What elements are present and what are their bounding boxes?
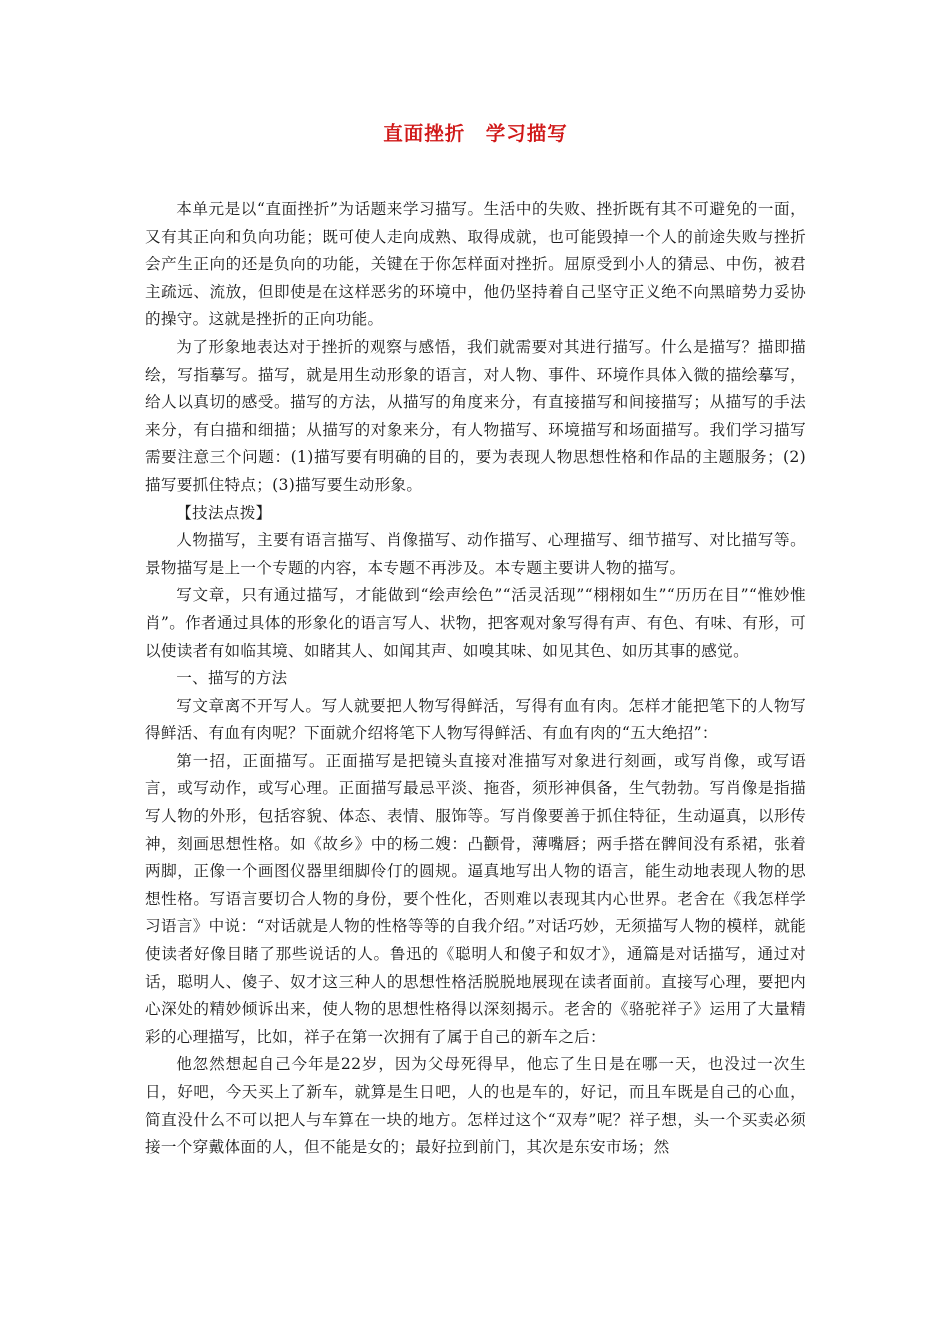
section-heading-methods: 一、描写的方法 <box>176 669 288 688</box>
section-heading-tips: 【技法点拨】 <box>176 503 272 522</box>
paragraph-definition: 为了形象地表达对于挫折的观察与感悟，我们就需要对其进行描写。什么是描写？描即描绘，写指摹写。描写，就是用生动形象的语言，对人物、事件、环境作具体入微的描绘摹写，给人以真切的感受。描写的方法，从描写的角度来分，有直接描写和间接描写；从描写的手法来分，有白描和细描；从描写的对象来分，有人物描写、环境描写和场面描写。我们学习描写需要注意三个问题：(1)描写要有明确的目的，要为表现人物思想性格和作品的主题服务；(2)描写要抓住特点；(3)描写要生动形象。 <box>145 337 806 494</box>
paragraph-quote-luotuo-xiangzi: 他忽然想起自己今年是22岁，因为父母死得早，他忘了生日是在哪一天，也没过一次生日，好吧，今天买上了新车，就算是生日吧，人的也是车的，好记，而且车既是自己的心血，简直没什么不可以把人与车算在一块的地方。怎样过这个“双寿”呢？祥子想，头一个买卖必须接一个穿戴体面的人，但不能是女的；最好拉到前门，其次是东安市场；然 <box>145 1055 806 1157</box>
paragraph-writing-people: 写文章离不开写人。写人就要把人物写得鲜活，写得有血有肉。怎样才能把笔下的人物写得鲜活、有血有肉呢？下面就介绍将笔下人物写得鲜活、有血有肉的“五大绝招”： <box>145 696 806 743</box>
paragraph-intro: 本单元是以“直面挫折”为话题来学习描写。生活中的失败、挫折既有其不可避免的一面，又有其正向和负向功能；既可使人走向成熟、取得成就，也可能毁掉一个人的前途失败与挫折会产生正向的还是负向的功能，关键在于你怎样面对挫折。屈原受到小人的猜忌、中伤，被君主疏远、流放，但即使是在这样恶劣的环境中，他仍坚持着自己坚守正义绝不向黑暗势力妥协的操守。这就是挫折的正向功能。 <box>145 200 806 329</box>
paragraph-direct-description: 第一招，正面描写。正面描写是把镜头直接对准描写对象进行刻画，或写肖像，或写语言，或写动作，或写心理。正面描写最忌平淡、拖沓，须形神俱备，生气勃勃。写肖像是指描写人物的外形，包括容貌、体态、表情、服饰等。写肖像要善于抓住特征，生动逼真，以形传神，刻画思想性格。如《故乡》中的杨二嫂：凸颧骨，薄嘴唇；两手搭在髀间没有系裙，张着两脚，正像一个画图仪器里细脚伶仃的圆规。逼真地写出人物的语言，能生动地表现人物的思想性格。写语言要切合人物的身份，要个性化，否则难以表现其内心世界。老舍在《我怎样学习语言》中说：“对话就是人物的性格等等的自我介绍。”对话巧妙，无须描写人物的模样，就能使读者好像目睹了那些说话的人。鲁迅的《聪明人和傻子和奴才》，通篇是对话描写，通过对话，聪明人、傻子、奴才这三种人的思想性格活脱脱地展现在读者面前。直接写心理，要把内心深处的精妙倾诉出来，使人物的思想性格得以深刻揭示。老舍的《骆驼祥子》运用了大量精彩的心理描写，比如，祥子在第一次拥有了属于自己的新车之后： <box>145 751 806 1046</box>
document-title: 直面挫折 学习描写 <box>383 122 568 145</box>
paragraph-vividness: 写文章，只有通过描写，才能做到“绘声绘色”“活灵活现”“栩栩如生”“历历在目”“惟妙惟肖”。作者通过具体的形象化的语言写人、状物，把客观对象写得有声、有色、有味、有形，可以使读者有如临其境、如睹其人、如闻其声、如嗅其味、如见其色、如历其事的感觉。 <box>145 586 806 660</box>
paragraph-character-description: 人物描写，主要有语言描写、肖像描写、动作描写、心理描写、细节描写、对比描写等。景物描写是上一个专题的内容，本专题不再涉及。本专题主要讲人物的描写。 <box>145 531 806 577</box>
